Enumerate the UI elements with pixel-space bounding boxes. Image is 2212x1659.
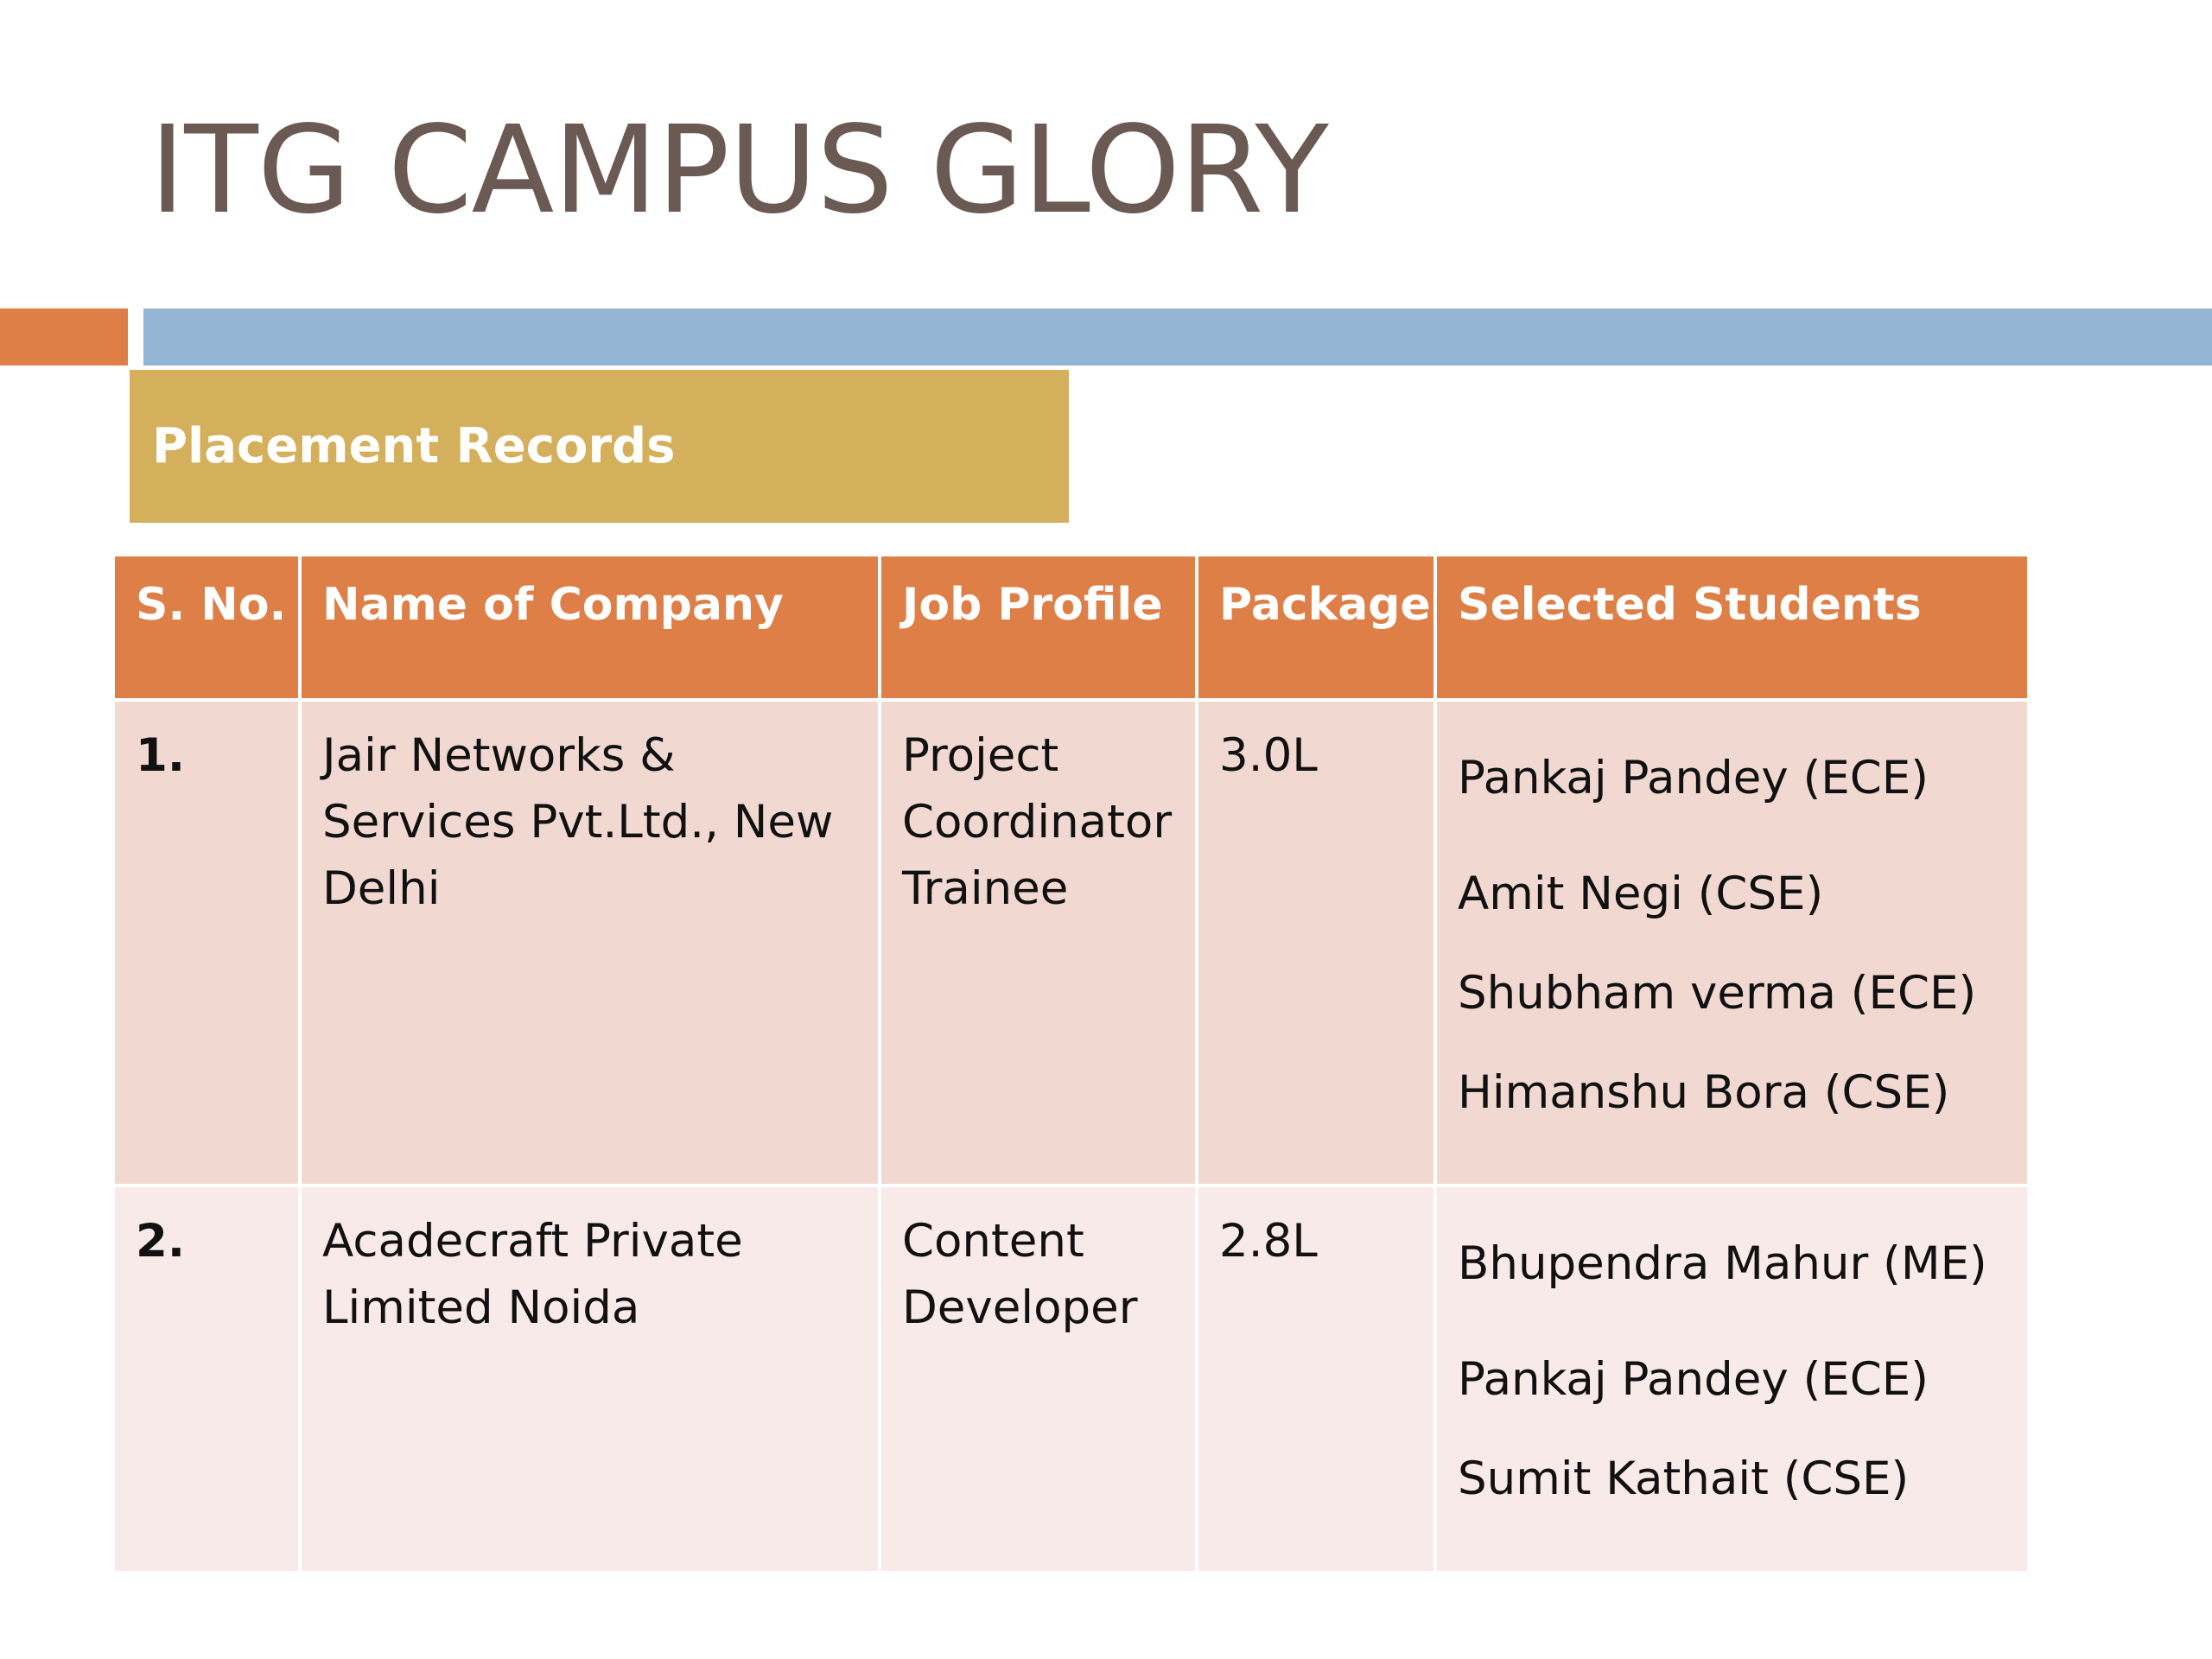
header-company: Name of Company <box>300 555 880 700</box>
cell-sno: 2. <box>113 1185 300 1573</box>
subtitle-text: Placement Records <box>152 418 676 474</box>
student-name: Amit Negi (CSE) <box>1458 868 1824 920</box>
student-list <box>1458 722 2006 1142</box>
cell-company: Acadecraft Private Limited Noida <box>300 1185 880 1573</box>
accent-bar-blue <box>143 308 2212 365</box>
cell-selected-students <box>1435 700 2029 1185</box>
table-row <box>113 1185 2029 1573</box>
table-header-row <box>113 555 2029 700</box>
cell-company: Jair Networks & Services Pvt.Ltd., New Delhi <box>300 700 880 1185</box>
cell-package: 3.0L <box>1197 700 1435 1185</box>
cell-package: 2.8L <box>1197 1185 1435 1573</box>
accent-bar-orange <box>0 308 128 365</box>
cell-selected-students <box>1435 1185 2029 1573</box>
student-list <box>1458 1208 2006 1529</box>
header-job-profile: Job Profile <box>880 555 1197 700</box>
slide-title: ITG CAMPUS GLORY <box>149 100 1328 241</box>
subtitle-banner <box>130 370 1069 523</box>
cell-job-profile: Project Coordinator Trainee <box>880 700 1197 1185</box>
student-name: Himanshu Bora (CSE) <box>1458 1066 1950 1119</box>
student-name: Pankaj Pandey (ECE) <box>1458 1353 1929 1406</box>
student-name: Pankaj Pandey (ECE) <box>1458 752 1929 804</box>
cell-job-profile: Content Developer <box>880 1185 1197 1573</box>
placement-records-table <box>111 553 2031 1574</box>
cell-sno: 1. <box>113 700 300 1185</box>
header-selected-students: Selected Students <box>1435 555 2029 700</box>
header-sno: S. No. <box>113 555 300 700</box>
table-row <box>113 700 2029 1185</box>
student-name: Sumit Kathait (CSE) <box>1458 1452 1910 1505</box>
student-name: Shubham verma (ECE) <box>1458 967 1977 1020</box>
header-package: Package <box>1197 555 1435 700</box>
student-name: Bhupendra Mahur (ME) <box>1458 1237 1987 1290</box>
